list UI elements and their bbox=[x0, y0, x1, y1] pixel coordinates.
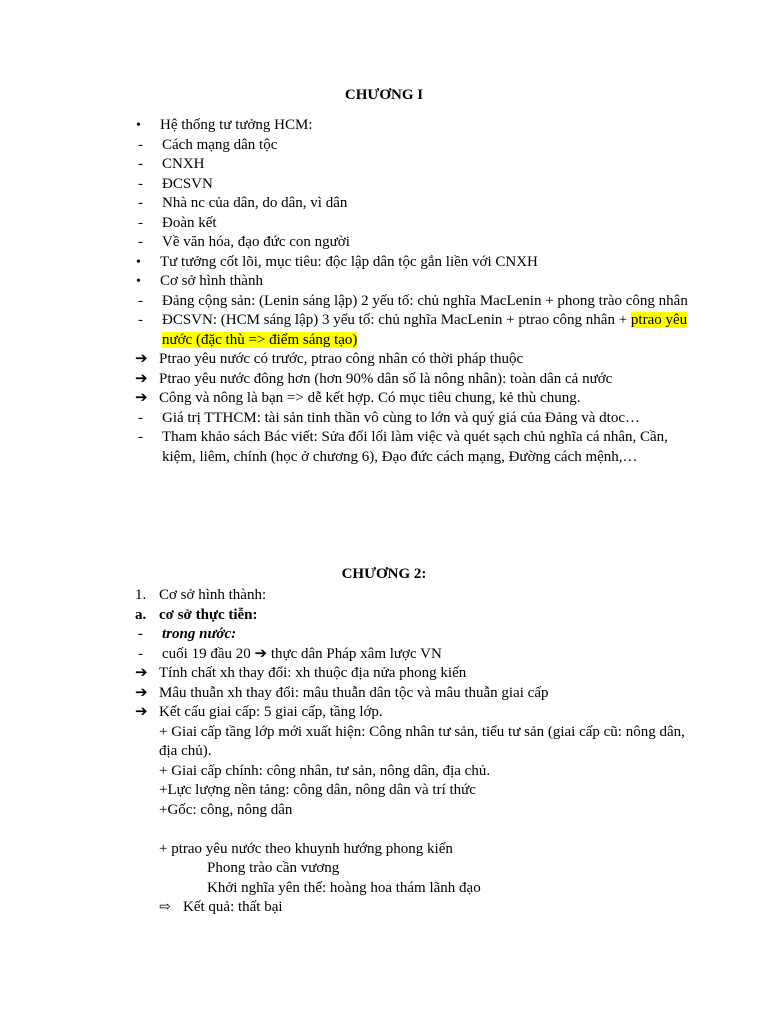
dash-marker: - bbox=[138, 136, 143, 153]
list-item-text bbox=[162, 645, 695, 665]
list-item-text: ĐCSVN bbox=[162, 175, 213, 192]
list-item bbox=[135, 116, 695, 136]
list-item bbox=[135, 214, 695, 234]
dash-marker: - bbox=[138, 175, 143, 192]
dash-marker: - bbox=[138, 645, 143, 662]
dash-marker: - bbox=[138, 195, 143, 211]
list-item-text-plain: ĐCSVN: (HCM sáng lập) 3 yếu tố: chủ nghĩa MacLenin + ptrao công nhân + bbox=[162, 312, 631, 328]
letter-marker: a. bbox=[135, 606, 147, 623]
arrow-right-icon: ➔ bbox=[135, 704, 148, 720]
list-item bbox=[135, 428, 695, 467]
list-item-text: Mâu thuẫn xh thay đổi: mâu thuẫn dân tộc và mâu thuẫn giai cấp bbox=[159, 684, 549, 701]
list-item-text: Giá trị TTHCM: tài sản tinh thần vô cùng to lớn và quý giá của Đảng và dtoc… bbox=[162, 409, 640, 426]
dash-marker: - bbox=[138, 234, 143, 250]
chapter-1-content bbox=[135, 116, 695, 467]
list-item-text: Cơ sở hình thành: bbox=[159, 587, 267, 603]
sub-line: + Giai cấp chính: công nhân, tư sản, nông dân, địa chủ. bbox=[159, 762, 491, 779]
highlighted-text: ptrao yêu nước (đặc thù => điểm sáng tạo) bbox=[162, 312, 688, 348]
dash-marker: - bbox=[138, 429, 143, 445]
list-item-text: Tư tưởng cốt lõi, mục tiêu: độc lập dân tộc gắn liền với CNXH bbox=[160, 253, 538, 270]
sub-line: +Gốc: công, nông dân bbox=[159, 801, 293, 818]
list-item-text: Kết cấu giai cấp: 5 giai cấp, tầng lớp. bbox=[159, 704, 383, 720]
result-text: Kết quả: thất bại bbox=[183, 899, 283, 915]
list-item-text: Đoàn kết bbox=[162, 214, 217, 231]
list-item bbox=[135, 155, 695, 175]
list-item-text: Cơ sở hình thành bbox=[160, 273, 263, 289]
list-item bbox=[135, 136, 695, 156]
list-item bbox=[135, 194, 695, 214]
list-item-text: Ptrao yêu nước có trước, ptrao công nhân có thời pháp thuộc bbox=[159, 351, 524, 367]
list-item-text: cơ sở thực tiễn: bbox=[159, 606, 258, 623]
list-item-text: Cách mạng dân tộc bbox=[162, 136, 278, 153]
arrow-right-icon: ➔ bbox=[135, 370, 148, 387]
movement-line: Khởi nghĩa yên thế: hoàng hoa thám lãnh đạo bbox=[207, 879, 481, 896]
chapter-1-title: CHƯƠNG I bbox=[344, 87, 424, 103]
list-item bbox=[135, 311, 695, 350]
list-item bbox=[135, 625, 695, 645]
list-item bbox=[135, 606, 695, 626]
list-item bbox=[135, 684, 695, 704]
arrow-right-icon: ➔ bbox=[135, 665, 148, 681]
result-line bbox=[135, 898, 695, 918]
list-item bbox=[135, 586, 695, 606]
movement-line: Phong trào cần vương bbox=[207, 860, 340, 876]
blank-line bbox=[135, 820, 695, 840]
sub-line: +Lực lượng nền tảng: công dân, nông dân và trí thức bbox=[159, 782, 476, 798]
arrow-right-icon: ➔ bbox=[254, 645, 268, 662]
bullet-icon: • bbox=[136, 274, 141, 289]
number-marker: 1. bbox=[135, 587, 147, 603]
arrow-right-icon: ➔ bbox=[135, 684, 148, 701]
list-item bbox=[135, 370, 695, 390]
list-item-text: Đảng cộng sản: (Lenin sáng lập) 2 yếu tố: chủ nghĩa MacLenin + phong trào công nhân bbox=[162, 292, 688, 309]
list-item-text-plain: thực dân Pháp xâm lược VN bbox=[267, 645, 442, 662]
list-item-text: trong nước: bbox=[162, 626, 237, 642]
hollow-arrow-icon: ⇨ bbox=[159, 900, 171, 915]
sub-line: + Giai cấp tầng lớp mới xuất hiện: Công nhân tư sản, tiểu tư sản (giai cấp cũ: nông dân, địa chủ). bbox=[159, 723, 685, 759]
dash-marker: - bbox=[138, 214, 143, 231]
chapter-2-title: CHƯƠNG 2: bbox=[341, 566, 427, 582]
list-item-text: Hệ thống tư tưởng HCM: bbox=[160, 117, 313, 133]
list-item bbox=[135, 272, 695, 292]
dash-marker: - bbox=[138, 312, 143, 328]
bullet-icon: • bbox=[136, 118, 141, 133]
dash-marker: - bbox=[138, 626, 143, 642]
list-item bbox=[135, 645, 695, 665]
list-item-text: Về văn hóa, đạo đức con người bbox=[162, 234, 350, 250]
list-item bbox=[135, 233, 695, 253]
list-item bbox=[135, 409, 695, 429]
sub-line: + ptrao yêu nước theo khuynh hướng phong kiến bbox=[159, 840, 453, 857]
list-item-text: Công và nông là bạn => dễ kết hợp. Có mục tiêu chung, kẻ thù chung. bbox=[159, 390, 581, 406]
list-item-text: Tính chất xh thay đổi: xh thuộc địa nửa phong kiến bbox=[159, 665, 467, 681]
list-item-text bbox=[162, 311, 695, 350]
list-item-text: Tham khảo sách Bác viết: Sửa đổi lối làm việc và quét sạch chủ nghĩa cá nhân, Cần, kiệm, liêm, chính (học ở chương 6), Đạo đức cách mạng, Đường cách mệnh,… bbox=[162, 429, 668, 465]
dash-marker: - bbox=[138, 292, 143, 309]
list-item bbox=[135, 703, 695, 723]
list-item-text: Ptrao yêu nước đông hơn (hơn 90% dân số là nông nhân): toàn dân cả nước bbox=[159, 370, 613, 387]
list-item bbox=[135, 253, 695, 273]
dash-marker: - bbox=[138, 156, 143, 172]
list-item bbox=[135, 350, 695, 370]
list-item-text: CNXH bbox=[162, 156, 205, 172]
arrow-right-icon: ➔ bbox=[135, 390, 148, 406]
chapter-2-content bbox=[135, 586, 695, 918]
arrow-right-icon: ➔ bbox=[135, 351, 148, 367]
list-item bbox=[135, 664, 695, 684]
list-item bbox=[135, 389, 695, 409]
dash-marker: - bbox=[138, 409, 143, 426]
list-item-text: Nhà nc của dân, do dân, vì dân bbox=[162, 195, 348, 211]
list-item bbox=[135, 175, 695, 195]
bullet-icon: • bbox=[136, 254, 141, 270]
list-item-text-plain: cuối 19 đầu 20 bbox=[162, 645, 255, 662]
list-item bbox=[135, 292, 695, 312]
